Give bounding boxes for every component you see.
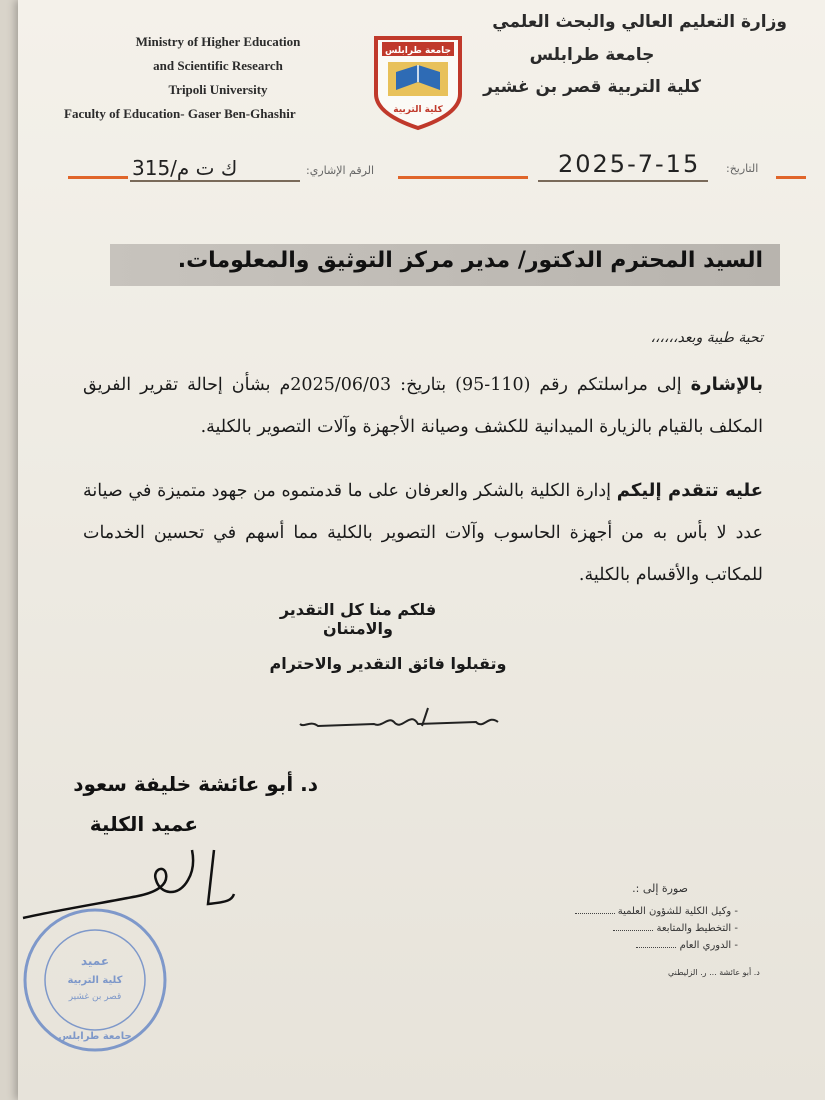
ref-line-middle: [398, 176, 528, 179]
ministry-ar: وزارة التعليم العالي والبحث العلمي: [492, 12, 787, 32]
english-letterhead: [64, 30, 368, 126]
reference-row: [58, 150, 798, 190]
copies-to-block: [498, 880, 738, 954]
stamp-ring-text: جامعة طرابلس: [58, 1031, 132, 1042]
logo-top-text: جامعة طرابلس: [384, 46, 452, 56]
date-underline: [538, 180, 708, 182]
signer-name: د. أبو عائشة خليفة سعود: [73, 772, 318, 796]
greeting-line: تحية طيبة وبعد،،،،،،: [650, 330, 763, 346]
stamp-center-1: عميد: [80, 954, 110, 968]
ref-line-right: [776, 176, 806, 179]
handwritten-annotation-icon: [298, 700, 518, 740]
addressee-line: السيد المحترم الدكتور/ مدير مركز التوثيق والمعلومات.: [177, 248, 763, 273]
letter-page: [18, 0, 825, 1100]
paragraph-2-text: إدارة الكلية بالشكر والعرفان على ما قدمتموه من جهود متميزة في صيانة عدد لا بأس به من أجهزة الحاسوب وآلات التصوير بالكلية مما أسهم في تحسين الخدمات للمكاتب والأقسام بالكلية.: [83, 481, 763, 585]
stamp-center-2: كلية التربية: [67, 975, 123, 986]
closing-regards: وتقبلوا فائق التقدير والاحترام: [269, 654, 507, 673]
cc-item-3-text: الدوري العام: [679, 940, 732, 951]
university-ar: جامعة طرابلس: [529, 45, 655, 65]
official-stamp-icon: [20, 905, 170, 1055]
paragraph-1-lead: بالإشارة: [690, 374, 763, 395]
cc-item-1-text: وكيل الكلية للشؤون العلمية: [617, 906, 732, 917]
paragraph-reference: [83, 364, 763, 448]
logo-bottom-text: كلية التربية: [393, 105, 443, 115]
research-en: and Scientific Research: [153, 58, 283, 73]
cc-item-2: - التخطيط والمتابعة: [498, 920, 738, 937]
faculty-en: Faculty of Education- Gaser Ben-Ghashir: [64, 106, 296, 121]
footer-initials: د. أبو عائشة ... ر. الزليطني: [668, 968, 760, 977]
cc-item-1: - وكيل الكلية للشؤون العلمية: [498, 903, 738, 920]
arabic-letterhead: [457, 6, 787, 102]
ref-number-value: 315/ك ت م: [132, 156, 238, 180]
ref-line-left: [68, 176, 128, 179]
date-label: التاريخ:: [726, 162, 759, 175]
cc-item-3: - الدوري العام: [498, 937, 738, 954]
paragraph-thanks: [83, 470, 763, 596]
faculty-ar: كلية التربية قصر بن غشير: [483, 77, 701, 97]
ministry-en: Ministry of Higher Education: [135, 34, 301, 49]
ref-number-label: الرقم الإشاري:: [306, 164, 375, 177]
cc-item-2-text: التخطيط والمتابعة: [656, 923, 732, 934]
paragraph-1-text: إلى مراسلتكم رقم (110-95) بتاريخ: 2025/06/03م بشأن إحالة تقرير الفريق المكلف بالقيام بالزيارة الميدانية للكشف وصيانة الأجهزة وآلات التصوير بالكلية.: [83, 375, 763, 437]
cc-heading: صورة إلى :.: [632, 882, 688, 895]
closing-gratitude: فلكم منا كل التقدير والامتنان: [279, 600, 437, 638]
paragraph-2-lead: عليه تتقدم إليكم: [616, 480, 763, 501]
faculty-logo-icon: [368, 32, 468, 132]
date-value: 2025-7-15: [558, 150, 701, 178]
stamp-center-3: قصر بن غشير: [68, 992, 122, 1002]
ref-underline: [130, 180, 300, 182]
university-en: Tripoli University: [168, 82, 268, 97]
signer-title: عميد الكلية: [89, 812, 198, 836]
